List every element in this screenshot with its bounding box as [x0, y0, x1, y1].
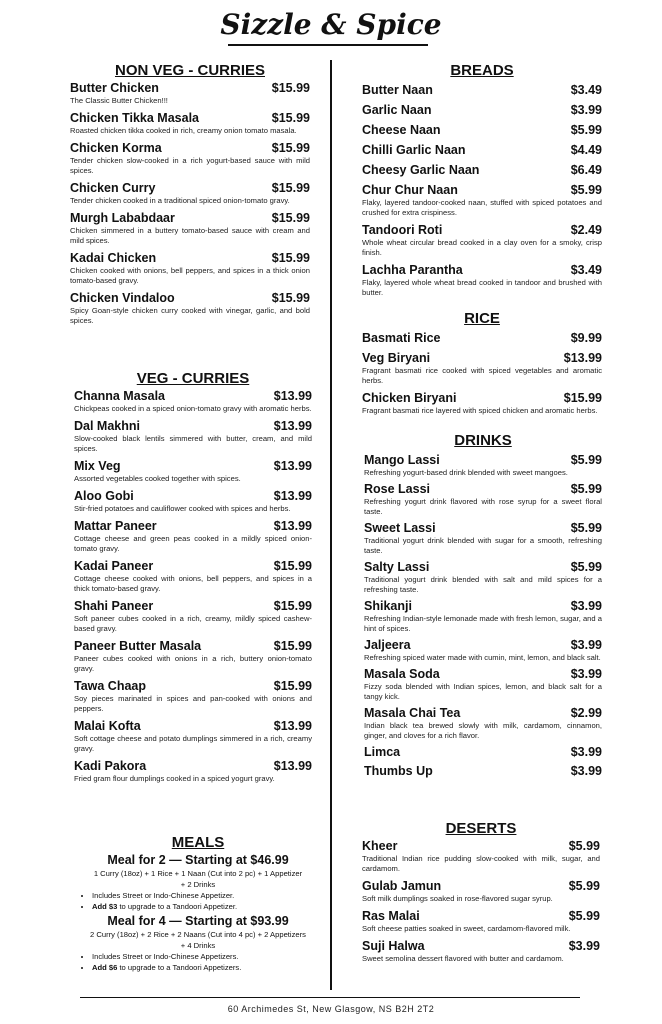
menu-item-price: $5.99: [570, 123, 602, 137]
menu-item-description: Fragrant basmati rice layered with spiced chicken and aromatic herbs.: [362, 406, 598, 415]
section-heading-drinks: DRINKS: [454, 432, 512, 449]
menu-item-name: Dal Makhni: [74, 419, 140, 433]
menu-item: [364, 453, 602, 478]
menu-item-row: [74, 559, 312, 574]
meal4-bullet2-rest: to upgrade to a Tandoori Appetizers.: [117, 963, 242, 972]
menu-item-price: $3.99: [568, 939, 600, 953]
menu-item-name: Chicken Korma: [70, 141, 162, 155]
menu-item: [74, 719, 312, 754]
menu-item: [362, 223, 602, 258]
menu-item-row: [362, 163, 602, 178]
menu-item: [70, 81, 310, 106]
breads-list: [362, 83, 602, 298]
menu-item-name: Mattar Paneer: [74, 519, 157, 533]
menu-item-name: Limca: [364, 745, 401, 759]
menu-item-name: Aloo Gobi: [74, 489, 134, 503]
meals-section: [74, 834, 322, 973]
menu-item: [364, 706, 602, 741]
menu-item-row: [362, 183, 602, 198]
menu-item-row: [70, 141, 310, 156]
menu-item-name: Chur Chur Naan: [362, 183, 458, 197]
menu-item: [362, 839, 600, 874]
menu-item-description: Traditional Indian rice pudding slow-cooked with milk, sugar, and cardamom.: [362, 854, 600, 873]
meal2-bullet2-rest: to upgrade to a Tandoori Appetizer.: [117, 902, 238, 911]
menu-item-row: [364, 599, 602, 614]
section-heading-meals: MEALS: [171, 834, 225, 851]
column-divider: [330, 60, 332, 990]
menu-item-price: $5.99: [568, 909, 600, 923]
meal2-line1: 1 Curry (18oz) + 1 Rice + 1 Naan (Cut into 2 pc) + 1 Appetizer: [93, 869, 303, 878]
menu-item: [74, 389, 312, 414]
menu-item: [74, 419, 312, 454]
menu-item-name: Kadi Pakora: [74, 759, 147, 773]
meal4-line2: + 4 Drinks: [180, 941, 216, 950]
menu-item-row: [364, 638, 602, 653]
menu-item-description: Soft cheese patties soaked in sweet, cardamom-flavored milk.: [362, 924, 571, 933]
menu-item-row: [74, 719, 312, 734]
menu-item: [70, 291, 310, 326]
section-heading-breads: BREADS: [450, 62, 514, 79]
menu-item-row: [364, 764, 602, 779]
menu-item-price: $3.99: [570, 103, 602, 117]
menu-item-row: [70, 111, 310, 126]
menu-item-price: $15.99: [273, 639, 312, 653]
menu-item: [362, 939, 600, 964]
menu-item-name: Paneer Butter Masala: [74, 639, 202, 653]
menu-item: [74, 559, 312, 594]
veg-column: [74, 370, 312, 784]
menu-item: [362, 163, 602, 178]
menu-item-price: $3.99: [570, 667, 602, 681]
menu-item-row: [362, 939, 600, 954]
menu-item-price: $15.99: [273, 559, 312, 573]
menu-item-row: [74, 389, 312, 404]
menu-item-name: Veg Biryani: [362, 351, 431, 365]
menu-item-description: Flaky, layered tandoor-cooked naan, stuffed with spiced potatoes and crushed for extra crispiness.: [362, 198, 602, 217]
menu-item-price: $15.99: [271, 211, 310, 225]
menu-item-row: [364, 560, 602, 575]
menu-item-description: Roasted chicken tikka cooked in rich, creamy onion tomato masala.: [70, 126, 297, 135]
menu-item-name: Chicken Tikka Masala: [70, 111, 200, 125]
meal4-line1: 2 Curry (18oz) + 2 Rice + 2 Naans (Cut into 4 pc) + 2 Appetizers: [90, 930, 306, 939]
menu-item-name: Mango Lassi: [364, 453, 440, 467]
menu-item-name: Murgh Lababdaar: [70, 211, 175, 225]
menu-item-row: [362, 123, 602, 138]
menu-item: [362, 879, 600, 904]
restaurant-title: Sizzle & Spice: [220, 8, 442, 41]
menu-item: [362, 83, 602, 98]
menu-item-description: Flaky, layered whole wheat bread cooked in tandoor and brushed with butter.: [362, 278, 602, 297]
menu-item-row: [364, 667, 602, 682]
menu-item-name: Chicken Biryani: [362, 391, 457, 405]
menu-item-name: Chilli Garlic Naan: [362, 143, 466, 157]
menu-item-price: $3.49: [570, 83, 602, 97]
menu-item: [362, 263, 602, 298]
menu-item-price: $2.99: [570, 706, 602, 720]
menu-item: [362, 331, 602, 346]
menu-item: [70, 181, 310, 206]
menu-item-name: Lachha Parantha: [362, 263, 463, 277]
menu-item-description: Tender chicken cooked in a traditional spiced onion-tomato gravy.: [70, 196, 290, 205]
menu-item-name: Suji Halwa: [362, 939, 425, 953]
meal2-bullet1: • Includes Street or Indo-Chinese Appetizer.: [92, 890, 322, 901]
menu-item-price: $5.99: [570, 521, 602, 535]
menu-item-price: $6.49: [570, 163, 602, 177]
menu-item: [364, 521, 602, 556]
section-heading-deserts: DESERTS: [445, 820, 517, 837]
menu-item-row: [362, 263, 602, 278]
menu-item-row: [74, 519, 312, 534]
left-column: [70, 62, 310, 326]
menu-item-name: Malai Kofta: [74, 719, 141, 733]
menu-item-description: Cottage cheese and green peas cooked in a mildly spiced onion-tomato gravy.: [74, 534, 312, 553]
menu-item-row: [74, 599, 312, 614]
rice-section: [362, 310, 602, 416]
footer-rule: [80, 997, 580, 998]
menu-item-description: Refreshing spiced water made with cumin, mint, lemon, and black salt.: [364, 653, 601, 662]
section-heading-nonveg: NON VEG - CURRIES: [114, 62, 265, 79]
menu-item-row: [74, 759, 312, 774]
menu-item-row: [362, 391, 602, 406]
menu-item: [74, 679, 312, 714]
menu-item: [70, 211, 310, 246]
menu-item-price: $15.99: [271, 251, 310, 265]
address-footer: 60 Archimedes St, New Glasgow, NS B2H 2T2: [227, 1004, 435, 1014]
menu-item: [362, 351, 602, 386]
menu-item: [362, 143, 602, 158]
menu-item-description: Sweet semolina dessert flavored with butter and cardamom.: [362, 954, 564, 963]
menu-item-row: [364, 745, 602, 760]
menu-item-price: $9.99: [570, 331, 602, 345]
menu-item-description: Fizzy soda blended with Indian spices, lemon, and black salt for a tangy kick.: [364, 682, 602, 701]
menu-item-price: $5.99: [568, 879, 600, 893]
menu-item-price: $5.99: [570, 183, 602, 197]
menu-item-description: Cottage cheese cooked with onions, bell peppers, and spices in a thick tomato-based gravy.: [74, 574, 312, 593]
menu-item-name: Ras Malai: [362, 909, 420, 923]
deserts-section: [362, 820, 600, 964]
menu-item-row: [362, 839, 600, 854]
menu-item-price: $5.99: [570, 560, 602, 574]
veg-list: [74, 389, 312, 784]
menu-item-price: $2.49: [570, 223, 602, 237]
menu-item-row: [364, 521, 602, 536]
menu-item-row: [70, 291, 310, 306]
menu-item-price: $15.99: [271, 111, 310, 125]
menu-item-price: $4.49: [570, 143, 602, 157]
meal2-line2: + 2 Drinks: [180, 880, 216, 889]
meal4-title: Meal for 4 — Starting at $93.99: [107, 914, 289, 928]
menu-item: [74, 639, 312, 674]
menu-item-row: [74, 489, 312, 504]
menu-item-name: Cheesy Garlic Naan: [362, 163, 480, 177]
rice-list: [362, 331, 602, 416]
menu-item-price: $3.99: [570, 599, 602, 613]
menu-item: [70, 251, 310, 286]
menu-item-price: $5.99: [568, 839, 600, 853]
menu-item-name: Butter Chicken: [70, 81, 159, 95]
meal2-bullet2: [92, 901, 322, 912]
menu-item-row: [74, 419, 312, 434]
menu-item-price: $15.99: [273, 599, 312, 613]
menu-item: [362, 123, 602, 138]
menu-item: [362, 183, 602, 218]
menu-item-row: [362, 143, 602, 158]
menu-item-row: [70, 211, 310, 226]
menu-item-name: Shikanji: [364, 599, 412, 613]
meal2-bullets: [74, 890, 322, 912]
meal4-bullet2-bold: Add $6: [92, 963, 118, 972]
menu-item-name: Basmati Rice: [362, 331, 441, 345]
menu-item: [364, 482, 602, 517]
menu-item-row: [362, 223, 602, 238]
menu-item-row: [362, 879, 600, 894]
menu-item-price: $13.99: [273, 489, 312, 503]
menu-item-description: Chicken simmered in a buttery tomato-based sauce with cream and mild spices.: [70, 226, 310, 245]
menu-item-name: Sweet Lassi: [364, 521, 436, 535]
menu-item: [364, 764, 602, 779]
menu-item-row: [362, 83, 602, 98]
menu-item-row: [364, 706, 602, 721]
menu-item-name: Masala Chai Tea: [364, 706, 461, 720]
menu-item: [70, 141, 310, 176]
menu-item: [74, 459, 312, 484]
menu-item-price: $13.99: [273, 759, 312, 773]
menu-item: [74, 489, 312, 514]
menu-item-description: Fragrant basmati rice cooked with spiced vegetables and aromatic herbs.: [362, 366, 602, 385]
menu-item: [362, 103, 602, 118]
menu-item-price: $15.99: [273, 679, 312, 693]
deserts-list: [362, 839, 600, 964]
menu-item: [364, 667, 602, 702]
menu-item-name: Rose Lassi: [364, 482, 431, 496]
menu-item-price: $13.99: [273, 459, 312, 473]
title-underline: [228, 44, 428, 46]
meal4-bullet1: • Includes Street or Indo-Chinese Appetizers.: [92, 951, 322, 962]
breads-section: [362, 62, 602, 298]
menu-item-description: Indian black tea brewed slowly with milk, cardamom, cinnamon, ginger, and cloves for a rich flavor.: [364, 721, 602, 740]
menu-item-name: Thumbs Up: [364, 764, 433, 778]
menu-item-name: Chicken Curry: [70, 181, 156, 195]
nonveg-list: [70, 81, 310, 326]
menu-item-row: [74, 639, 312, 654]
menu-item: [362, 391, 602, 416]
menu-item-name: Kheer: [362, 839, 398, 853]
menu-item-price: $15.99: [271, 141, 310, 155]
menu-item-row: [364, 453, 602, 468]
menu-item-description: Paneer cubes cooked with onions in a rich, buttery onion-tomato gravy.: [74, 654, 312, 673]
menu-item-row: [74, 679, 312, 694]
menu-item: [70, 111, 310, 136]
menu-item-description: Soy pieces marinated in spices and pan-cooked with onions and peppers.: [74, 694, 312, 713]
menu-item-row: [70, 251, 310, 266]
menu-item-description: Soft paneer cubes cooked in a rich, creamy, mildly spiced cashew-based gravy.: [74, 614, 312, 633]
menu-item-description: Stir-fried potatoes and cauliflower cooked with spices and herbs.: [74, 504, 291, 513]
menu-item: [362, 909, 600, 934]
menu-item-price: $13.99: [273, 389, 312, 403]
menu-item-price: $3.99: [570, 764, 602, 778]
meal4-bullets: [74, 951, 322, 973]
menu-item-description: Whole wheat circular bread cooked in a clay oven for a smoky, crisp finish.: [362, 238, 602, 257]
menu-item-name: Kadai Chicken: [70, 251, 157, 265]
menu-item-description: Chicken cooked with onions, bell peppers, and spices in a thick onion tomato-based gravy.: [70, 266, 310, 285]
menu-item-row: [362, 909, 600, 924]
menu-item-price: $3.49: [570, 263, 602, 277]
menu-item-description: Refreshing Indian-style lemonade made with fresh lemon, sugar, and a hint of spices.: [364, 614, 602, 633]
menu-item-price: $15.99: [271, 81, 310, 95]
menu-item: [74, 599, 312, 634]
menu-item-description: Fried gram flour dumplings cooked in a spiced yogurt gravy.: [74, 774, 275, 783]
menu-item-price: $5.99: [570, 453, 602, 467]
menu-item-description: Tender chicken slow-cooked in a rich yogurt-based sauce with mild spices.: [70, 156, 310, 175]
menu-item-row: [362, 351, 602, 366]
menu-item-description: Soft milk dumplings soaked in rose-flavored sugar syrup.: [362, 894, 553, 903]
menu-item: [74, 519, 312, 554]
menu-item-name: Shahi Paneer: [74, 599, 154, 613]
menu-item-row: [70, 181, 310, 196]
menu-item-name: Tandoori Roti: [362, 223, 443, 237]
menu-item-price: $15.99: [271, 291, 310, 305]
menu-item-price: $3.99: [570, 745, 602, 759]
menu-item: [364, 599, 602, 634]
section-heading-rice: RICE: [464, 310, 500, 327]
menu-item-price: $15.99: [271, 181, 310, 195]
menu-item-description: Soft cottage cheese and potato dumplings simmered in a rich, creamy gravy.: [74, 734, 312, 753]
menu-item-description: Slow-cooked black lentils simmered with butter, cream, and mild spices.: [74, 434, 312, 453]
menu-item: [364, 638, 602, 663]
menu-item-name: Tawa Chaap: [74, 679, 147, 693]
menu-item-row: [364, 482, 602, 497]
menu-item-price: $13.99: [563, 351, 602, 365]
meal4-bullet2: [92, 962, 322, 973]
menu-item-row: [74, 459, 312, 474]
menu-item-row: [362, 103, 602, 118]
menu-item-name: Gulab Jamun: [362, 879, 442, 893]
menu-item-description: Traditional yogurt drink blended with salt and mild spices for a refreshing taste.: [364, 575, 602, 594]
menu-item-name: Masala Soda: [364, 667, 440, 681]
menu-item-name: Cheese Naan: [362, 123, 441, 137]
menu-item-name: Salty Lassi: [364, 560, 430, 574]
menu-item-price: $3.99: [570, 638, 602, 652]
menu-item-price: $13.99: [273, 519, 312, 533]
meal2-title: Meal for 2 — Starting at $46.99: [107, 853, 289, 867]
menu-item-description: Assorted vegetables cooked together with spices.: [74, 474, 241, 483]
drinks-section: [364, 432, 602, 779]
menu-item-name: Butter Naan: [362, 83, 433, 97]
menu-item-row: [362, 331, 602, 346]
drinks-list: [364, 453, 602, 779]
menu-item-name: Jaljeera: [364, 638, 411, 652]
menu-item-description: Refreshing yogurt-based drink blended with sweet mangoes.: [364, 468, 568, 477]
menu-item-price: $13.99: [273, 719, 312, 733]
section-heading-veg: VEG - CURRIES: [136, 370, 250, 387]
menu-item-name: Channa Masala: [74, 389, 166, 403]
menu-item-description: Refreshing yogurt drink flavored with rose syrup for a sweet floral taste.: [364, 497, 602, 516]
menu-item-price: $13.99: [273, 419, 312, 433]
menu-item: [364, 560, 602, 595]
menu-item-price: $15.99: [563, 391, 602, 405]
menu-item-price: $5.99: [570, 482, 602, 496]
menu-item-name: Garlic Naan: [362, 103, 432, 117]
menu-item-description: Traditional yogurt drink blended with sugar for a smooth, refreshing taste.: [364, 536, 602, 555]
menu-item-name: Mix Veg: [74, 459, 121, 473]
meal2-bullet2-bold: Add $3: [92, 902, 118, 911]
menu-item-description: The Classic Butter Chicken!!!: [70, 96, 168, 105]
menu-item: [364, 745, 602, 760]
menu-item-description: Chickpeas cooked in a spiced onion-tomato gravy with aromatic herbs.: [74, 404, 312, 413]
menu-item-description: Spicy Goan-style chicken curry cooked with vinegar, garlic, and bold spices.: [70, 306, 310, 325]
menu-item-row: [70, 81, 310, 96]
menu-item-name: Chicken Vindaloo: [70, 291, 175, 305]
menu-item: [74, 759, 312, 784]
menu-item-name: Kadai Paneer: [74, 559, 154, 573]
